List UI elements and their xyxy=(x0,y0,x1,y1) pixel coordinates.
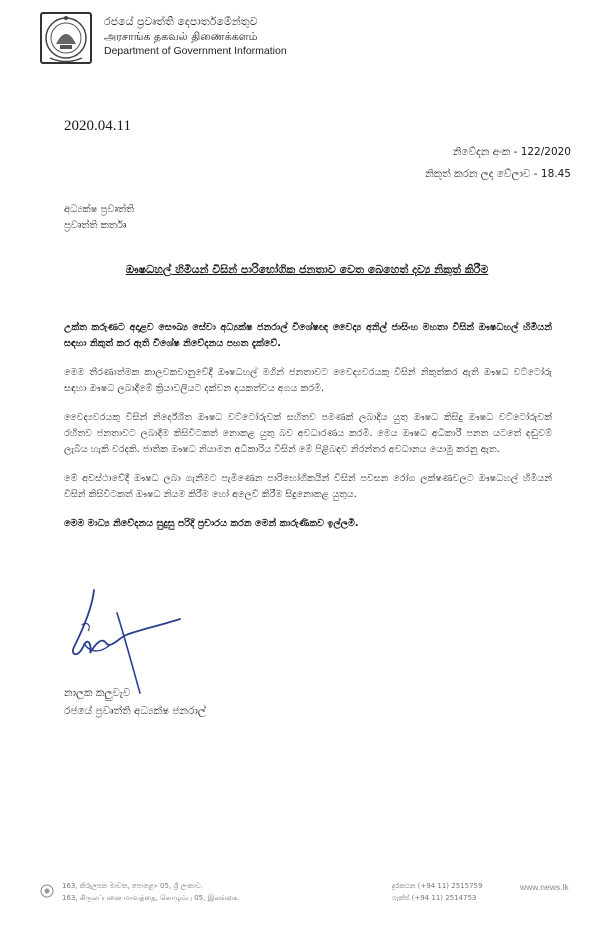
recipients xyxy=(64,202,134,234)
org-name-tamil: அரசாங்க தகவல் திணைக்களம் xyxy=(104,30,258,43)
footer-logo-icon xyxy=(40,884,54,898)
paragraph-1: උක්ත කරුණට අදාළව සෞඛ්‍ය සේවා අධ්‍යක්ෂ ජනරාල් විශේෂඥ වෛද්‍ය අනිල් ජාසිංහ මහතා විසින් ඖෂධහල් හිමියන් සඳහා නිකුත් කර ඇති විශේෂ නිවේදනය පහත දැක්වේ. xyxy=(64,322,552,349)
document-body xyxy=(64,320,552,545)
fax-number: ෆැක්ස් (+94 11) 2514753 xyxy=(392,894,477,902)
address-line-1: 163, කිරුලපන මාවත, පොළොං 05, ශ්‍රී ලංකාව. xyxy=(62,882,204,890)
website-link[interactable]: www.news.lk xyxy=(520,882,569,892)
release-number: නිවේදන අංක - 122/2020 xyxy=(452,146,571,158)
org-name-english: Department of Government Information xyxy=(104,45,287,57)
paragraph-5: මෙම මාධ්‍ය නිවේදනය සුදුසු පරිදි ප්‍රචාරය කරන මෙන් කාරුණිකව ඉල්ලමි. xyxy=(64,518,359,529)
recipient-2: ප්‍රවෘත්ති කර්තෘ xyxy=(64,220,127,231)
footer-contacts xyxy=(392,880,482,904)
recipient-1: අධ්‍යක්ෂ ප්‍රවෘත්ති xyxy=(64,204,135,215)
org-name-sinhala: රජයේ ප්‍රවෘත්ති දෙපාර්තමේන්තුව xyxy=(104,15,258,28)
release-time: නිකුත් කරන ලද වේලාව - 18.45 xyxy=(425,168,571,180)
phone-number: දුරකථන (+94 11) 2515759 xyxy=(392,882,483,890)
signatory-title: රජයේ ප්‍රවෘත්ති අධ්‍යක්ෂ ජනරාල් xyxy=(64,705,206,717)
address-line-2: 163, கிருலப்பனை மாவத்தை, கொழும்பு 05, இலங்கை. xyxy=(62,894,240,902)
signatory-block xyxy=(64,684,206,720)
subject-heading: ඖෂධහල් හිමියන් විසින් පාරිභෝගික ජනතාව වෙත බෙහෙත් දව්‍ය නිකුත් කිරීම xyxy=(125,263,489,276)
paragraph-3: වෛද්‍යවරයකු විසින් නිර්දේශිත ඖෂධ වට්ටෝරුවක් සහිතව පමණක් ලබාදිය යුතු ඖෂධ කිසිදු ඖෂධ වට්ටෝරුවක් රහිතව ජනතාවට ලබාදීම කිසිවිටකත් නොකළ යුතු බව අවධාරණය කරමි. මෙය ඖෂධ අධිකාරී පනත යටතේ දඬුවම් ලැබිය හැකි වරදකි. ජාතික ඖෂධ නියාමන අධිකාරිය විසින් මේ පිළිබඳව නිරන්තර අවධානය යොමු කරනු ඇත. xyxy=(64,412,552,455)
government-emblem-icon xyxy=(38,10,94,68)
paragraph-4: මේ අවස්ථාවේදී ඖෂධ ලබා ගැනීමට පැමිණෙන පාරිභෝගිකයින් විසින් පවසන රෝග ලක්ෂණවලට ඖෂධහල් හිමියන් විසින් කිසිවිටකත් ඖෂධ නියම කිරීම හෝ අලෙවි කිරීම සිදුනොකළ යුතුය. xyxy=(64,473,552,500)
footer-address xyxy=(62,880,240,904)
handwritten-signature xyxy=(62,585,192,700)
organization-name xyxy=(104,14,287,59)
paragraph-2: මෙම තීරණාත්මක කාලවකවානුවේදී ඖෂධහල් මගින් ජනතාවට වෛද්‍යවරයකු විසින් නිකුත්කර ඇති ඖෂධ වට්ටෝරු සඳහා ඖෂධ ලබාදීමේ ක්‍රියාවලියට දක්වන දායකත්වය අගය කරමි. xyxy=(64,367,552,394)
document-date: 2020.04.11 xyxy=(64,118,131,134)
signatory-name: නාලක කලුවැව xyxy=(64,687,131,699)
